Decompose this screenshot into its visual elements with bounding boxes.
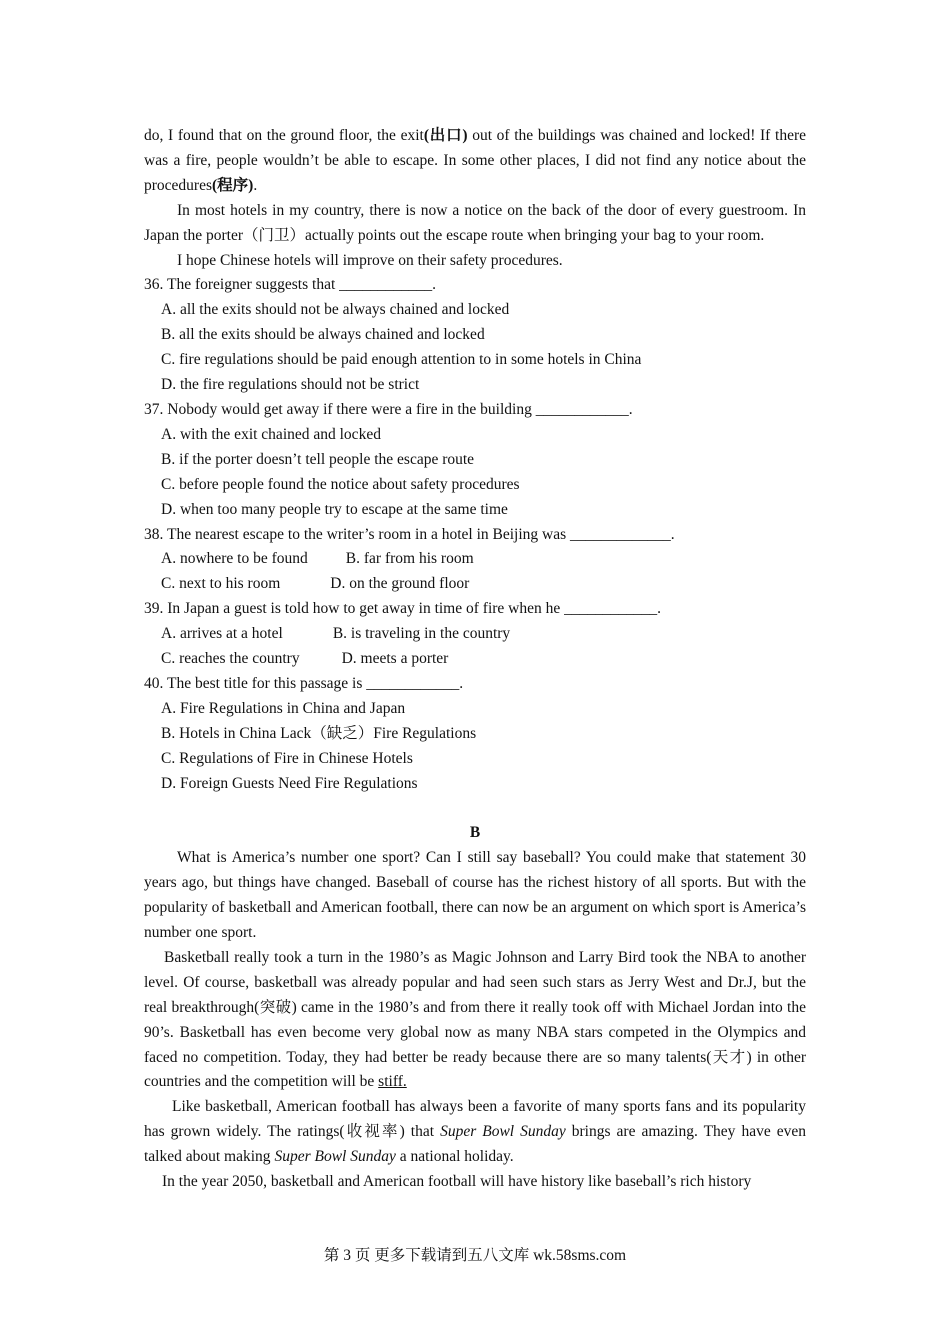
question-39-option-c: C. reaches the country [161,650,300,668]
text-run: . [253,176,258,194]
passage-b-paragraph-2 [144,946,806,1095]
passage-a-paragraph-2: In most hotels in my country, there is now a notice on the back of the door of every guestroom. In Japan the porter（门卫）actually points out the escape route when bringing your bag to your room. [144,201,806,244]
question-36-option-a: A. all the exits should not be always chained and locked [161,301,510,319]
question-38-option-c: C. next to his room [161,575,281,593]
underlined-word: stiff. [378,1073,407,1091]
question-38-option-d: D. on the ground floor [330,575,470,593]
passage-a-paragraph-3: I hope Chinese hotels will improve on their safety procedures. [177,251,563,269]
passage-b-paragraph-1: What is America’s number one sport? Can I still say baseball? You could make that statement 30 years ago, but things have changed. Baseball of course has the richest history of all sports. But with the popularity of basketball and American football, there can now be an argument on which sport is America’s number one sport. [144,849,806,941]
question-39-option-a: A. arrives at a hotel [161,625,283,643]
question-37-option-d: D. when too many people try to escape at the same time [161,500,508,518]
question-39-options-row-2 [144,647,806,672]
text-run: out of the buildings was chained and locked! If there was a fire, people wouldn’t be able to escape. In some other places, I did not find any notice about the procedures [144,127,806,194]
question-40-option-c: C. Regulations of Fire in Chinese Hotels [161,749,413,767]
passage-b-paragraph-4: In the year 2050, basketball and American football will have history like baseball’s rich history [162,1173,752,1191]
question-39-option-d: D. meets a porter [341,650,449,668]
question-37-option-b: B. if the porter doesn’t tell people the escape route [161,450,475,468]
text-run: Like basketball, American football has always been a favorite of many sports fans and its popularity has grown widely. The ratings(收视率) that [144,1098,806,1141]
text-run: Basketball really took a turn in the 1980’s as Magic Johnson and Larry Bird took the NBA to another level. Of course, basketball was already popular and had seen such stars as Jerry West and Dr.J, but the real breakthrough(突破) came in the 1980’s and from there it really took off with Michael Jordan into the 90’s. Basketball has even become very global now as many NBA stars competed in the Olympics and faced no competition. Today, they had better be ready because there are so many talents(天才) in other countries and the competition will be [144,948,806,1091]
question-38-option-b: B. far from his room [345,550,474,568]
bold-gloss: (程序) [212,176,254,194]
question-38-options-row-2 [144,572,806,597]
bold-gloss: (出口) [423,127,468,144]
question-39-option-b: B. is traveling in the country [332,625,511,643]
question-40-option-b: B. Hotels in China Lack（缺乏）Fire Regulations [161,724,477,742]
question-40-option-a: A. Fire Regulations in China and Japan [161,699,406,717]
question-37-stem: 37. Nobody would get away if there were a fire in the building ____________. [144,400,633,418]
question-36-stem: 36. The foreigner suggests that ____________. [144,276,437,294]
question-40-option-d: D. Foreign Guests Need Fire Regulations [161,774,418,792]
passage-b-paragraph-3 [144,1095,806,1170]
text-run: brings are amazing. They have even talked about making [144,1123,806,1166]
question-36-option-d: D. the fire regulations should not be strict [161,376,420,394]
question-38-option-a: A. nowhere to be found [161,550,308,568]
italic-title: Super Bowl Sunday [274,1148,396,1166]
page-footer: 第 3 页 更多下载请到五八文库 wk.58sms.com [323,1247,627,1264]
question-39-stem: 39. In Japan a guest is told how to get away in time of fire when he ____________. [144,600,661,618]
question-37-option-a: A. with the exit chained and locked [161,425,381,443]
italic-title: Super Bowl Sunday [440,1123,566,1141]
passage-b-title: B [469,824,481,842]
question-36-option-b: B. all the exits should be always chained and locked [161,326,485,344]
passage-a-paragraph-1 [144,124,806,199]
question-40-stem: 40. The best title for this passage is ____________. [144,674,464,692]
document-page [144,124,806,1195]
question-38-stem: 38. The nearest escape to the writer’s room in a hotel in Beijing was _____________. [144,525,675,543]
text-run: a national holiday. [395,1148,514,1166]
question-39-options-row-1 [144,622,806,647]
text-run: do, I found that on the ground floor, the exit [144,127,424,144]
question-38-options-row-1 [144,547,806,572]
question-37-option-c: C. before people found the notice about safety procedures [161,475,520,493]
question-36-option-c: C. fire regulations should be paid enough attention to in some hotels in China [161,351,642,369]
